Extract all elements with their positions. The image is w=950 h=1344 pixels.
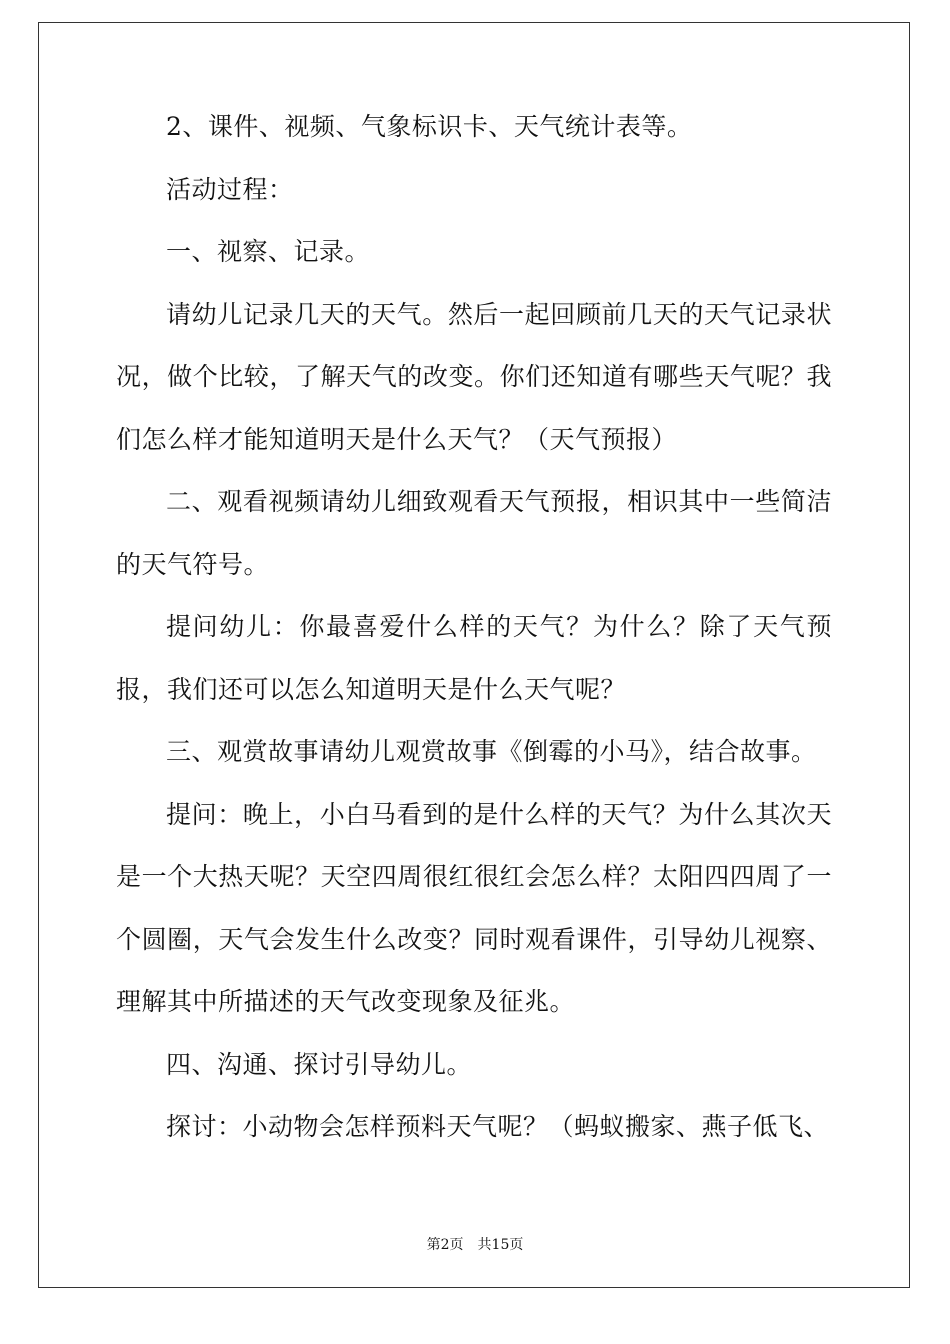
document-body [116,96,832,1159]
page-number: 第2页 [426,1237,464,1253]
page-total: 共15页 [477,1237,524,1253]
paragraph-activity-process: 活动过程： [166,174,294,204]
paragraph-discussion: 探讨：小动物会怎样预料天气呢？（蚂蚁搬家、燕子低飞、 [166,1112,830,1141]
paragraph-question-children: 提问幼儿：你最喜爱什么样的天气？为什么？除了天气预报，我们还可以怎么知道明天是什么天气呢？ [116,612,832,704]
paragraph-materials: 2、课件、视频、气象标识卡、天气统计表等。 [166,112,693,141]
paragraph-step-one-body: 请幼儿记录几天的天气。然后一起回顾前几天的天气记录状况，做个比较，了解天气的改变。你们还知道有哪些天气呢？我们怎么样才能知道明天是什么天气？（天气预报） [116,299,832,454]
paragraph-step-two: 二、观看视频请幼儿细致观看天气预报，相识其中一些简洁的天气符号。 [116,487,832,579]
paragraph-step-four: 四、沟通、探讨引导幼儿。 [166,1049,473,1079]
paragraph-step-one-heading: 一、视察、记录。 [166,237,371,266]
paragraph-step-three: 三、观赏故事请幼儿观赏故事《倒霉的小马》，结合故事。 [166,737,817,766]
paragraph-story-questions: 提问：晚上，小白马看到的是什么样的天气？为什么其次天是一个大热天呢？天空四周很红很红会怎么样？太阳四四周了一个圆圈，天气会发生什么改变？同时观看课件，引导幼儿视察、理解其中所描述的天气改变现象及征兆。 [116,799,832,1016]
page-footer [0,1234,950,1254]
